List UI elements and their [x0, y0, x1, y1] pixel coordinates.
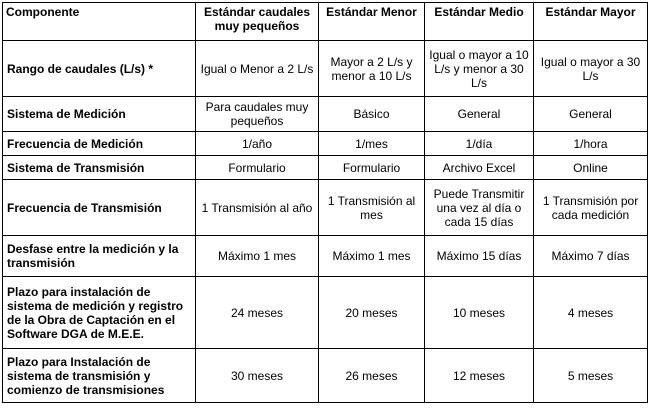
row-label: Rango de caudales (L/s) * [3, 41, 196, 97]
table-cell: Máximo 7 días [534, 236, 648, 277]
table-row [3, 349, 648, 403]
table-cell: Igual o mayor a 10 L/s y menor a 30 L/s [425, 41, 534, 97]
table-cell: Para caudales muy pequeños [196, 97, 319, 132]
row-label: Plazo para instalación de sistema de medición y registro de la Obra de Captación en el Software DGA de M.E.E. [3, 277, 196, 349]
table-cell: Básico [319, 97, 425, 132]
row-label: Frecuencia de Medición [3, 132, 196, 156]
header-mayor: Estándar Mayor [534, 3, 648, 41]
table-cell: 1/hora [534, 132, 648, 156]
table-cell: Igual o Menor a 2 L/s [196, 41, 319, 97]
header-muy-pequenos: Estándar caudales muy pequeños [196, 3, 319, 41]
table-cell: 20 meses [319, 277, 425, 349]
table-row [3, 277, 648, 349]
table-cell: Máximo 15 días [425, 236, 534, 277]
header-menor: Estándar Menor [319, 3, 425, 41]
table-cell: 1 Transmisión al año [196, 180, 319, 236]
table-cell: 26 meses [319, 349, 425, 403]
table-cell: 4 meses [534, 277, 648, 349]
table-cell: 24 meses [196, 277, 319, 349]
table-cell: General [534, 97, 648, 132]
table-cell: 12 meses [425, 349, 534, 403]
table-cell: 5 meses [534, 349, 648, 403]
table-cell: 30 meses [196, 349, 319, 403]
table-container [2, 2, 648, 403]
table-cell: 1/día [425, 132, 534, 156]
header-medio: Estándar Medio [425, 3, 534, 41]
row-label: Desfase entre la medición y la transmisión [3, 236, 196, 277]
table-row [3, 41, 648, 97]
comparison-table [2, 2, 648, 403]
row-label: Frecuencia de Transmisión [3, 180, 196, 236]
header-row [3, 3, 648, 41]
table-cell: Máximo 1 mes [196, 236, 319, 277]
table-cell: General [425, 97, 534, 132]
table-cell: Puede Transmitir una vez al día o cada 15 días [425, 180, 534, 236]
table-row [3, 132, 648, 156]
table-cell: Formulario [319, 156, 425, 180]
table-cell: 1 Transmisión al mes [319, 180, 425, 236]
table-cell: 1/año [196, 132, 319, 156]
table-cell: Máximo 1 mes [319, 236, 425, 277]
table-cell: 1/mes [319, 132, 425, 156]
table-cell: 10 meses [425, 277, 534, 349]
table-row [3, 180, 648, 236]
table-cell: Online [534, 156, 648, 180]
table-cell: Igual o mayor a 30 L/s [534, 41, 648, 97]
table-cell: Mayor a 2 L/s y menor a 10 L/s [319, 41, 425, 97]
row-label: Sistema de Transmisión [3, 156, 196, 180]
table-cell: Archivo Excel [425, 156, 534, 180]
row-label: Sistema de Medición [3, 97, 196, 132]
table-row [3, 97, 648, 132]
table-cell: 1 Transmisión por cada medición [534, 180, 648, 236]
header-componente: Componente [3, 3, 196, 41]
table-row [3, 236, 648, 277]
row-label: Plazo para Instalación de sistema de transmisión y comienzo de transmisiones [3, 349, 196, 403]
table-cell: Formulario [196, 156, 319, 180]
table-row [3, 156, 648, 180]
